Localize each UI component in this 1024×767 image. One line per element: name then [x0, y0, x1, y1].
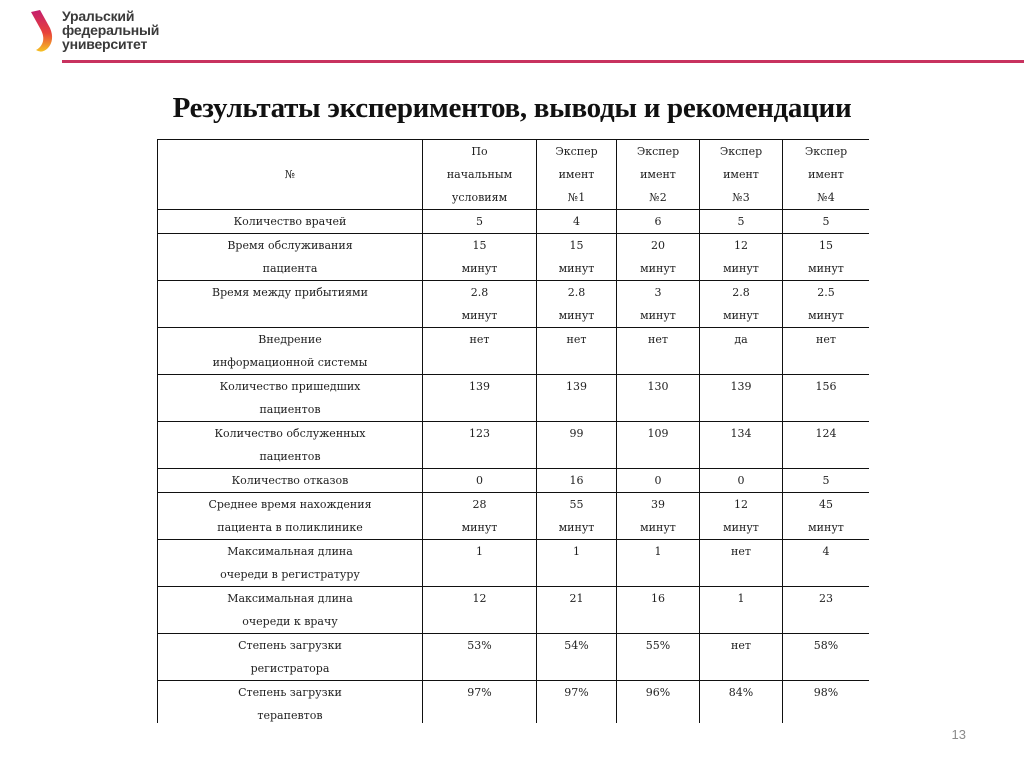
- value-cell: [423, 375, 537, 422]
- value-cell-line: да: [734, 333, 748, 346]
- value-cell-line: 28: [472, 498, 487, 511]
- value-cell-line: 2.8: [470, 286, 489, 299]
- parameter-cell-line: Максимальная длина: [227, 545, 353, 558]
- parameter-cell-line: терапевтов: [257, 709, 323, 722]
- value-cell: [537, 587, 617, 634]
- parameter-cell-line: очереди к врачу: [242, 615, 338, 628]
- value-cell-line: 0: [737, 474, 745, 487]
- parameter-cell-line: Время между прибытиями: [212, 286, 368, 299]
- value-cell: [617, 634, 700, 681]
- value-cell-line: 15: [819, 239, 833, 252]
- value-cell: [783, 634, 870, 681]
- column-header: [423, 140, 537, 210]
- value-cell-line: 5: [737, 215, 745, 228]
- value-cell-line: 1: [654, 545, 662, 558]
- ural-university-logo-icon: [28, 8, 64, 54]
- value-cell-line: 16: [569, 474, 584, 487]
- table-row: [158, 540, 870, 587]
- value-cell-line: минут: [723, 262, 759, 275]
- value-cell-line: 134: [730, 427, 752, 440]
- value-cell: [700, 234, 783, 281]
- column-header: [158, 140, 423, 210]
- value-cell-line: 55: [569, 498, 584, 511]
- parameter-cell: [158, 210, 423, 234]
- value-cell: [783, 234, 870, 281]
- value-cell-line: 123: [469, 427, 490, 440]
- value-cell: [423, 469, 537, 493]
- value-cell-line: 15: [472, 239, 487, 252]
- value-cell-line: минут: [640, 262, 676, 275]
- value-cell-line: 2.8: [732, 286, 750, 299]
- university-name-line: федеральный: [62, 22, 160, 38]
- value-cell: [700, 634, 783, 681]
- value-cell-line: 139: [566, 380, 587, 393]
- parameter-cell-line: Внедрение: [258, 333, 322, 346]
- value-cell-line: нет: [469, 333, 490, 346]
- value-cell: [783, 422, 870, 469]
- value-cell-line: нет: [816, 333, 836, 346]
- table-row: [158, 681, 870, 724]
- parameter-cell: [158, 469, 423, 493]
- column-header-line: условиям: [451, 191, 508, 204]
- value-cell-line: 2.5: [817, 286, 835, 299]
- value-cell-line: 84%: [728, 686, 754, 699]
- value-cell: [700, 328, 783, 375]
- value-cell: [617, 540, 700, 587]
- value-cell-line: 12: [734, 498, 748, 511]
- value-cell: [783, 681, 870, 724]
- value-cell: [617, 210, 700, 234]
- parameter-cell-line: пациентов: [259, 403, 321, 416]
- column-header-line: Экспер: [719, 145, 763, 158]
- value-cell-line: нет: [566, 333, 587, 346]
- page-number: 13: [951, 727, 966, 742]
- value-cell-line: 1: [573, 545, 580, 558]
- value-cell-line: 15: [569, 239, 584, 252]
- value-cell: [783, 375, 870, 422]
- value-cell-line: 99: [569, 427, 584, 440]
- value-cell-line: 124: [815, 427, 837, 440]
- value-cell-line: 39: [651, 498, 665, 511]
- parameter-cell: [158, 634, 423, 681]
- value-cell: [617, 681, 700, 724]
- value-cell-line: 1: [476, 545, 483, 558]
- value-cell: [537, 469, 617, 493]
- value-cell-line: 109: [647, 427, 669, 440]
- results-table-container: [157, 139, 869, 723]
- value-cell: [423, 634, 537, 681]
- value-cell-line: нет: [731, 545, 751, 558]
- table-row: [158, 210, 870, 234]
- value-cell-line: 97%: [564, 686, 589, 699]
- value-cell: [617, 493, 700, 540]
- value-cell: [617, 587, 700, 634]
- value-cell: [423, 493, 537, 540]
- value-cell-line: 130: [647, 380, 669, 393]
- value-cell: [423, 210, 537, 234]
- value-cell-line: 23: [819, 592, 833, 605]
- value-cell-line: 55%: [645, 639, 671, 652]
- value-cell: [537, 540, 617, 587]
- parameter-cell: [158, 493, 423, 540]
- value-cell-line: 4: [822, 545, 830, 558]
- value-cell-line: 4: [573, 215, 580, 228]
- column-header-line: имент: [808, 168, 844, 181]
- value-cell-line: нет: [731, 639, 751, 652]
- value-cell: [537, 375, 617, 422]
- parameter-cell-line: Степень загрузки: [238, 686, 342, 699]
- value-cell-line: 98%: [813, 686, 839, 699]
- column-header-line: имент: [640, 168, 676, 181]
- value-cell-line: 139: [730, 380, 752, 393]
- value-cell-line: минут: [723, 309, 759, 322]
- value-cell: [537, 422, 617, 469]
- value-cell-line: минут: [461, 521, 498, 534]
- parameter-cell-line: Степень загрузки: [238, 639, 342, 652]
- parameter-cell-line: пациентов: [259, 450, 321, 463]
- parameter-cell: [158, 234, 423, 281]
- value-cell: [423, 328, 537, 375]
- value-cell-line: 2.8: [567, 286, 586, 299]
- value-cell: [423, 422, 537, 469]
- parameter-cell-line: Количество пришедших: [219, 380, 361, 393]
- value-cell-line: минут: [461, 309, 498, 322]
- value-cell-line: 54%: [564, 639, 589, 652]
- value-cell-line: 5: [476, 215, 483, 228]
- parameter-cell-line: Количество отказов: [231, 474, 349, 487]
- value-cell-line: 0: [476, 474, 483, 487]
- column-header-line: начальным: [446, 168, 513, 181]
- value-cell: [617, 234, 700, 281]
- value-cell: [700, 422, 783, 469]
- value-cell-line: минут: [461, 262, 498, 275]
- value-cell: [537, 281, 617, 328]
- value-cell-line: минут: [558, 262, 595, 275]
- value-cell-line: 53%: [467, 639, 492, 652]
- table-row: [158, 469, 870, 493]
- parameter-cell: [158, 681, 423, 724]
- column-header-line: По: [471, 145, 488, 158]
- column-header: [700, 140, 783, 210]
- parameter-cell-line: информационной системы: [212, 356, 368, 369]
- table-row: [158, 375, 870, 422]
- column-header-line: №3: [732, 191, 750, 204]
- column-header: [537, 140, 617, 210]
- value-cell: [700, 469, 783, 493]
- value-cell-line: 45: [819, 498, 833, 511]
- value-cell-line: минут: [558, 521, 595, 534]
- value-cell-line: нет: [648, 333, 668, 346]
- column-header-line: №1: [567, 191, 586, 204]
- value-cell-line: 5: [822, 215, 830, 228]
- column-header-line: №4: [817, 191, 835, 204]
- table-row: [158, 281, 870, 328]
- value-cell: [783, 210, 870, 234]
- value-cell-line: минут: [723, 521, 759, 534]
- column-header: [617, 140, 700, 210]
- value-cell-line: 16: [651, 592, 665, 605]
- column-header-line: Экспер: [636, 145, 680, 158]
- value-cell: [700, 681, 783, 724]
- value-cell: [423, 281, 537, 328]
- value-cell: [423, 540, 537, 587]
- column-header: [783, 140, 870, 210]
- parameter-cell-line: пациента в поликлинике: [217, 521, 363, 534]
- value-cell: [537, 328, 617, 375]
- value-cell-line: 0: [654, 474, 662, 487]
- value-cell-line: 6: [654, 215, 662, 228]
- table-row: [158, 493, 870, 540]
- parameter-cell-line: Среднее время нахождения: [208, 498, 372, 511]
- university-name-line: Уральский: [62, 8, 135, 24]
- value-cell-line: минут: [808, 262, 844, 275]
- table-row: [158, 234, 870, 281]
- parameter-cell-line: пациента: [262, 262, 318, 275]
- value-cell: [617, 281, 700, 328]
- value-cell-line: 58%: [813, 639, 839, 652]
- parameter-cell: [158, 422, 423, 469]
- value-cell-line: 12: [472, 592, 487, 605]
- value-cell-line: 156: [815, 380, 837, 393]
- parameter-cell-line: Количество врачей: [233, 215, 347, 228]
- value-cell: [783, 540, 870, 587]
- value-cell-line: 97%: [467, 686, 492, 699]
- value-cell: [537, 681, 617, 724]
- value-cell: [617, 422, 700, 469]
- column-header-line: №: [284, 168, 296, 181]
- value-cell: [700, 493, 783, 540]
- column-header-line: имент: [723, 168, 759, 181]
- column-header-line: Экспер: [555, 145, 598, 158]
- value-cell: [700, 540, 783, 587]
- value-cell: [617, 375, 700, 422]
- value-cell-line: минут: [808, 309, 844, 322]
- value-cell: [700, 375, 783, 422]
- value-cell-line: 20: [651, 239, 665, 252]
- value-cell: [537, 234, 617, 281]
- value-cell: [700, 587, 783, 634]
- parameter-cell: [158, 540, 423, 587]
- parameter-cell-line: регистратора: [250, 662, 330, 675]
- value-cell: [537, 210, 617, 234]
- results-table: [157, 139, 869, 723]
- parameter-cell: [158, 328, 423, 375]
- parameter-cell: [158, 587, 423, 634]
- university-name: [62, 9, 159, 51]
- value-cell: [617, 328, 700, 375]
- value-cell: [783, 469, 870, 493]
- value-cell-line: 5: [822, 474, 830, 487]
- value-cell-line: минут: [808, 521, 844, 534]
- value-cell-line: 96%: [645, 686, 671, 699]
- value-cell: [700, 281, 783, 328]
- value-cell: [783, 493, 870, 540]
- header-divider: [62, 60, 1024, 63]
- table-row: [158, 422, 870, 469]
- university-name-line: университет: [62, 36, 148, 52]
- value-cell-line: 21: [569, 592, 584, 605]
- value-cell-line: 139: [469, 380, 490, 393]
- value-cell-line: 12: [734, 239, 748, 252]
- value-cell: [700, 210, 783, 234]
- parameter-cell: [158, 281, 423, 328]
- parameter-cell-line: Количество обслуженных: [214, 427, 366, 440]
- value-cell: [783, 281, 870, 328]
- value-cell: [783, 328, 870, 375]
- value-cell: [423, 587, 537, 634]
- column-header-line: имент: [558, 168, 595, 181]
- parameter-cell-line: Время обслуживания: [227, 239, 353, 252]
- parameter-cell-line: Максимальная длина: [227, 592, 353, 605]
- column-header-line: №2: [649, 191, 667, 204]
- value-cell-line: 3: [654, 286, 662, 299]
- value-cell-line: 1: [737, 592, 745, 605]
- value-cell: [423, 681, 537, 724]
- value-cell: [783, 587, 870, 634]
- table-header-row: [158, 140, 870, 210]
- parameter-cell-line: очереди в регистратуру: [220, 568, 360, 581]
- table-row: [158, 587, 870, 634]
- table-row: [158, 328, 870, 375]
- value-cell-line: минут: [558, 309, 595, 322]
- parameter-cell: [158, 375, 423, 422]
- slide-title: Результаты экспериментов, выводы и рекомендации: [172, 92, 852, 124]
- value-cell: [537, 634, 617, 681]
- table-row: [158, 634, 870, 681]
- value-cell-line: минут: [640, 309, 676, 322]
- column-header-line: Экспер: [804, 145, 848, 158]
- value-cell: [423, 234, 537, 281]
- value-cell: [617, 469, 700, 493]
- value-cell: [537, 493, 617, 540]
- value-cell-line: минут: [640, 521, 676, 534]
